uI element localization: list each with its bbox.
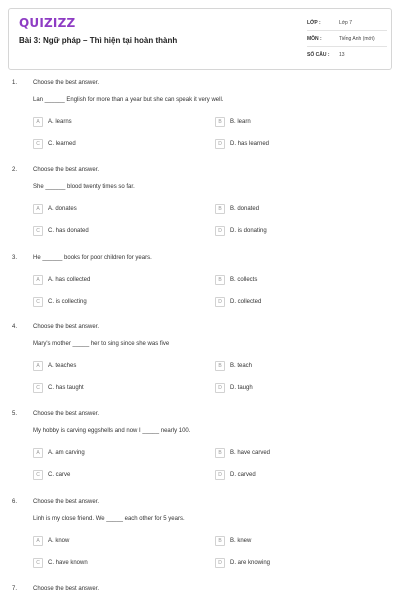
quizizz-logo: QUIZIZZ xyxy=(19,16,76,30)
option-c[interactable] xyxy=(33,383,84,393)
option-text: B. collects xyxy=(230,277,258,283)
option-letter-box: A xyxy=(33,361,43,371)
question-number: 7. xyxy=(12,586,18,592)
option-text: C. has donated xyxy=(48,228,89,234)
meta-key: SỐ CÂU : xyxy=(307,52,330,58)
option-letter-box: A xyxy=(33,275,43,285)
question-stem: Lan ______ English for more than a year but she can speak it very well. xyxy=(33,97,224,103)
option-letter-box: C xyxy=(33,558,43,568)
option-c[interactable] xyxy=(33,297,87,307)
option-d[interactable] xyxy=(215,226,267,236)
option-letter-box: A xyxy=(33,448,43,458)
question-number: 6. xyxy=(12,499,18,505)
option-b[interactable] xyxy=(215,536,251,546)
option-letter-box: C xyxy=(33,139,43,149)
option-d[interactable] xyxy=(215,558,270,568)
option-letter-box: B xyxy=(215,117,225,127)
option-text: C. has taught xyxy=(48,385,84,391)
question-number: 5. xyxy=(12,411,18,417)
option-text: C. have known xyxy=(48,560,88,566)
option-a[interactable] xyxy=(33,536,69,546)
option-letter-box: A xyxy=(33,117,43,127)
option-a[interactable] xyxy=(33,117,72,127)
option-letter-box: C xyxy=(33,226,43,236)
option-letter-box: B xyxy=(215,361,225,371)
option-text: A. donates xyxy=(48,206,77,212)
option-letter-box: A xyxy=(33,536,43,546)
option-letter-box: B xyxy=(215,448,225,458)
option-letter-box: B xyxy=(215,275,225,285)
option-b[interactable] xyxy=(215,204,259,214)
option-letter-box: B xyxy=(215,536,225,546)
meta-value: Tiếng Anh (mới) xyxy=(339,35,375,42)
meta-key: LỚP : xyxy=(307,19,321,26)
question-number: 3. xyxy=(12,255,18,261)
option-d[interactable] xyxy=(215,383,253,393)
option-d[interactable] xyxy=(215,470,256,480)
meta-row-count xyxy=(307,47,387,63)
option-b[interactable] xyxy=(215,275,257,285)
option-text: B. teach xyxy=(230,363,253,369)
option-text: A. teaches xyxy=(48,363,77,369)
meta-row-class xyxy=(307,15,387,31)
option-b[interactable] xyxy=(215,117,251,127)
option-text: C. carve xyxy=(48,472,71,478)
option-text: A. learns xyxy=(48,119,72,125)
option-d[interactable] xyxy=(215,139,269,149)
question-instruction: He ______ books for poor children for years. xyxy=(33,255,152,261)
meta-key: MÔN : xyxy=(307,35,322,42)
option-b[interactable] xyxy=(215,448,270,458)
option-text: D. is donating xyxy=(230,228,267,234)
option-text: A. know xyxy=(48,538,70,544)
question-instruction: Choose the best answer. xyxy=(33,499,100,505)
option-a[interactable] xyxy=(33,361,76,371)
question-instruction: Choose the best answer. xyxy=(33,80,100,86)
option-letter-box: D xyxy=(215,383,225,393)
option-a[interactable] xyxy=(33,448,85,458)
option-text: D. are knowing xyxy=(230,560,271,566)
question-number: 1. xyxy=(12,80,18,86)
question-stem: Mary's mother _____ her to sing since she was five xyxy=(33,341,170,347)
option-d[interactable] xyxy=(215,297,261,307)
meta-row-subject xyxy=(307,31,387,47)
option-c[interactable] xyxy=(33,139,76,149)
option-a[interactable] xyxy=(33,204,77,214)
option-text: A. has collected xyxy=(48,277,91,283)
option-text: C. learned xyxy=(48,141,76,147)
question-instruction: Choose the best answer. xyxy=(33,324,100,330)
option-c[interactable] xyxy=(33,470,70,480)
question-stem: Linh is my close friend. We _____ each other for 5 years. xyxy=(33,516,185,522)
option-letter-box: D xyxy=(215,558,225,568)
option-letter-box: D xyxy=(215,139,225,149)
option-letter-box: C xyxy=(33,470,43,480)
option-letter-box: D xyxy=(215,226,225,236)
option-letter-box: B xyxy=(215,204,225,214)
option-letter-box: D xyxy=(215,297,225,307)
option-a[interactable] xyxy=(33,275,90,285)
worksheet-title: Bài 3: Ngữ pháp – Thì hiện tại hoàn thành xyxy=(19,36,178,45)
option-text: A. am carving xyxy=(48,450,85,456)
worksheet-header xyxy=(8,8,392,70)
option-letter-box: D xyxy=(215,470,225,480)
meta-table xyxy=(307,15,387,63)
option-text: B. knew xyxy=(230,538,252,544)
question-number: 4. xyxy=(12,324,18,330)
question-instruction: Choose the best answer. xyxy=(33,586,100,592)
option-text: D. carved xyxy=(230,472,256,478)
question-instruction: Choose the best answer. xyxy=(33,411,100,417)
meta-value: Lớp 7 xyxy=(339,19,353,26)
option-text: D. collected xyxy=(230,299,262,305)
option-text: C. is collecting xyxy=(48,299,87,305)
option-letter-box: C xyxy=(33,297,43,307)
option-c[interactable] xyxy=(33,558,88,568)
option-c[interactable] xyxy=(33,226,89,236)
meta-value: 13 xyxy=(339,52,345,58)
option-text: B. donated xyxy=(230,206,260,212)
question-stem: She ______ blood twenty times so far. xyxy=(33,184,135,190)
option-text: B. have carved xyxy=(230,450,271,456)
option-b[interactable] xyxy=(215,361,252,371)
option-letter-box: A xyxy=(33,204,43,214)
option-text: D. has learned xyxy=(230,141,270,147)
question-stem: My hobby is carving eggshells and now I _____ nearly 100. xyxy=(33,428,191,434)
question-number: 2. xyxy=(12,167,18,173)
option-letter-box: C xyxy=(33,383,43,393)
option-text: D. taugh xyxy=(230,385,253,391)
option-text: B. learn xyxy=(230,119,251,125)
question-instruction: Choose the best answer. xyxy=(33,167,100,173)
